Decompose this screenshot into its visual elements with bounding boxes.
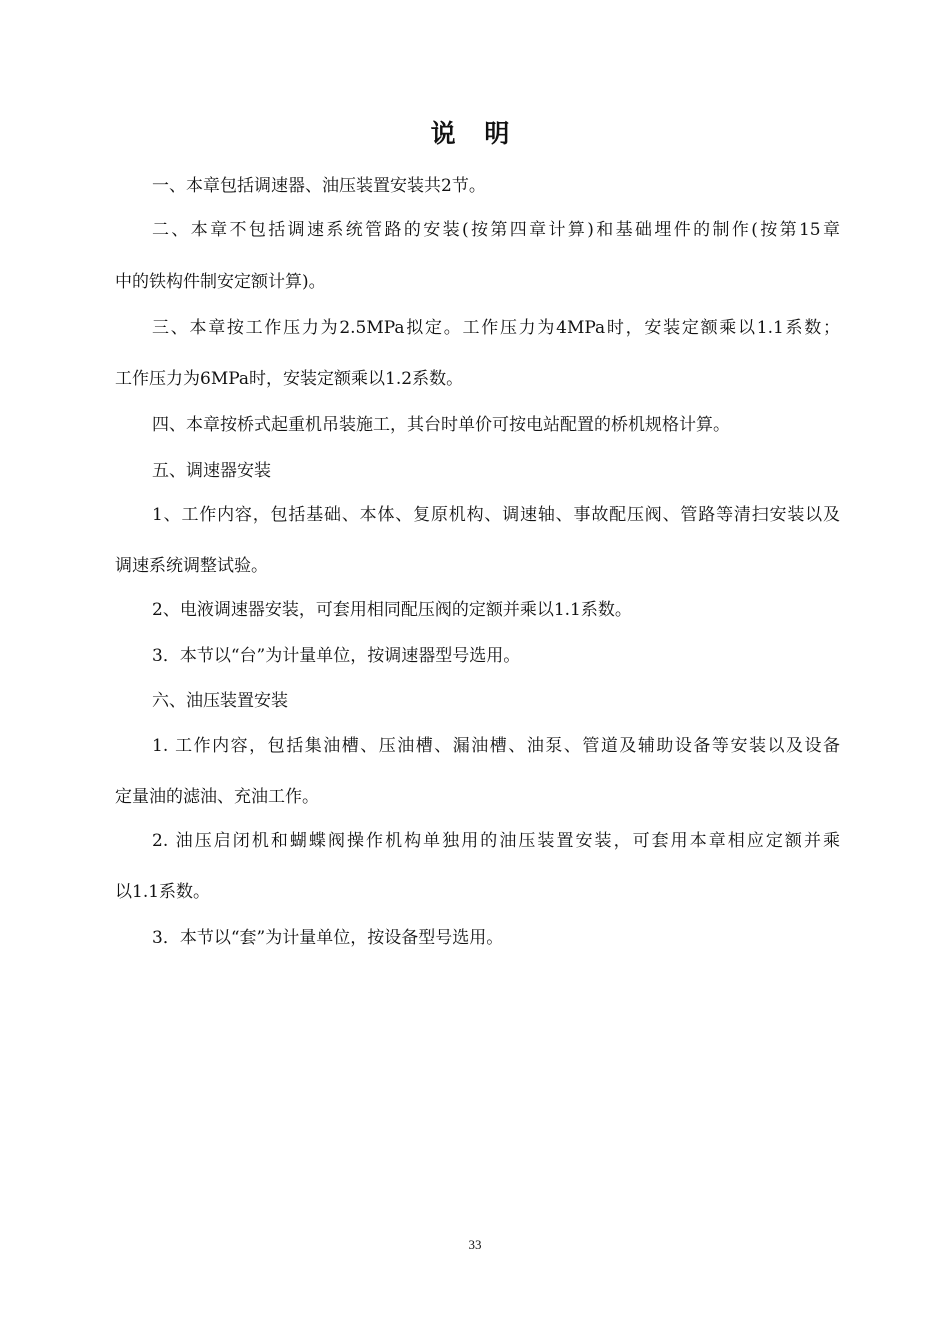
paragraph-line-10: 2、电液调速器安装，可套用相同配压阀的定额并乘以1.1系数。 <box>152 600 632 620</box>
paragraph-line-15: 2. 油压启闭机和蝴蝶阀操作机构单独用的油压装置安装，可套用本章相应定额并乘 <box>152 831 840 851</box>
page-number: 33 <box>468 1237 482 1252</box>
page-title: 说 明 <box>430 119 520 148</box>
section-heading-governor: 五、调速器安装 <box>152 461 271 481</box>
paragraph-line-1: 一、本章包括调速器、油压装置安装共2节。 <box>152 176 486 196</box>
paragraph-line-16: 以1.1系数。 <box>115 882 211 902</box>
paragraph-line-11: 3．本节以“台”为计量单位，按调速器型号选用。 <box>152 646 521 666</box>
section-heading-oil-pressure: 六、油压装置安装 <box>152 691 288 711</box>
paragraph-line-5: 工作压力为6MPa时，安装定额乘以1.2系数。 <box>115 369 464 389</box>
paragraph-line-13: 1. 工作内容，包括集油槽、压油槽、漏油槽、油泵、管道及辅助设备等安装以及设备 <box>152 736 840 756</box>
paragraph-line-3: 中的铁构件制安定额计算)。 <box>115 272 326 292</box>
paragraph-line-4: 三、本章按工作压力为2.5MPa拟定。工作压力为4MPa时，安装定额乘以1.1系数； <box>152 318 840 338</box>
paragraph-line-2: 二、本章不包括调速系统管路的安装(按第四章计算)和基础埋件的制作(按第15章 <box>152 220 840 240</box>
paragraph-line-8: 1、工作内容，包括基础、本体、复原机构、调速轴、事故配压阀、管路等清扫安装以及 <box>152 505 840 525</box>
paragraph-line-14: 定量油的滤油、充油工作。 <box>115 787 319 807</box>
paragraph-line-9: 调速系统调整试验。 <box>115 556 268 576</box>
paragraph-line-17: 3．本节以“套”为计量单位，按设备型号选用。 <box>152 928 504 948</box>
paragraph-line-6: 四、本章按桥式起重机吊装施工，其台时单价可按电站配置的桥机规格计算。 <box>152 415 730 435</box>
